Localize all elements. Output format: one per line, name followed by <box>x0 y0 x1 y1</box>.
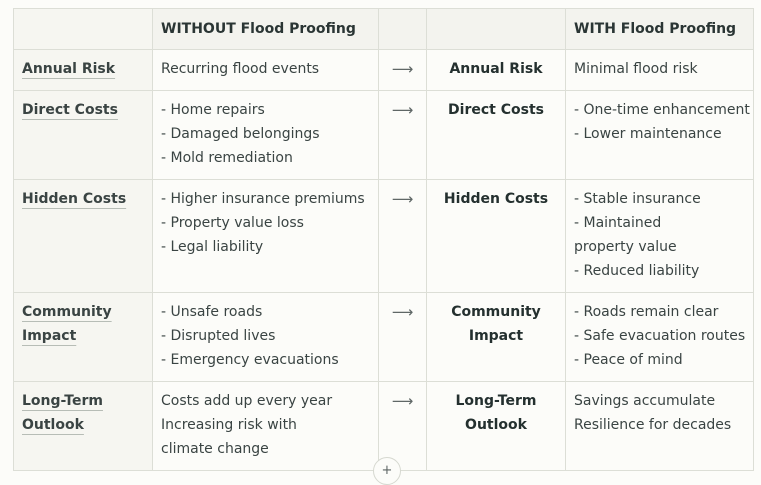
with-item: - One-time enhancement <box>574 102 750 118</box>
row-label-cell <box>14 91 153 180</box>
with-item: - Stable insurance <box>574 191 701 207</box>
without-item: - Property value loss <box>161 215 304 231</box>
without-item: - Legal liability <box>161 239 264 255</box>
mid-label-cell <box>427 293 566 382</box>
without-item: - Higher insurance premiums <box>161 191 365 207</box>
without-cell <box>153 91 379 180</box>
row-label-link[interactable]: Impact <box>22 328 77 344</box>
arrow-right-icon: ⟶ <box>391 303 414 321</box>
header-empty-cell <box>14 9 153 50</box>
arrow-cell <box>379 50 427 91</box>
table-body <box>14 50 754 471</box>
mid-label: Annual Risk <box>449 61 543 77</box>
row-label-link[interactable]: Outlook <box>22 417 84 433</box>
mid-label: Impact <box>468 328 524 344</box>
arrow-cell <box>379 180 427 293</box>
without-cell <box>153 180 379 293</box>
arrow-cell <box>379 91 427 180</box>
with-cell <box>566 50 754 91</box>
mid-label: Outlook <box>465 417 527 433</box>
row-label-link[interactable]: Direct Costs <box>22 102 118 118</box>
without-item: Costs add up every year <box>161 393 333 409</box>
with-item: Resilience for decades <box>574 417 732 433</box>
arrow-right-icon: ⟶ <box>391 190 414 208</box>
header-mid-cell <box>427 9 566 50</box>
arrow-right-icon: ⟶ <box>391 60 414 78</box>
row-label-cell <box>14 293 153 382</box>
without-cell <box>153 50 379 91</box>
without-item: Increasing risk with <box>161 417 297 433</box>
without-item: - Mold remediation <box>161 150 293 166</box>
row-label-link[interactable]: Community <box>22 304 112 320</box>
arrow-cell <box>379 293 427 382</box>
without-item: - Emergency evacuations <box>161 352 339 368</box>
table-row <box>14 180 754 293</box>
arrow-right-icon: ⟶ <box>391 101 414 119</box>
mid-label: Direct Costs <box>448 102 544 118</box>
table-row <box>14 50 754 91</box>
without-item: - Damaged belongings <box>161 126 320 142</box>
header-with: WITH Flood Proofing <box>566 9 754 50</box>
without-cell <box>153 293 379 382</box>
table-row <box>14 91 754 180</box>
header-arrow-cell <box>379 9 427 50</box>
without-item: Recurring flood events <box>161 61 320 77</box>
with-item: - Peace of mind <box>574 352 683 368</box>
without-cell <box>153 382 379 471</box>
with-item: - Reduced liability <box>574 263 700 279</box>
with-item: Savings accumulate <box>574 393 716 409</box>
with-cell <box>566 180 754 293</box>
row-label-cell <box>14 180 153 293</box>
mid-label-cell <box>427 382 566 471</box>
mid-label: Long-Term <box>455 393 537 409</box>
header-row <box>14 9 754 50</box>
with-cell <box>566 91 754 180</box>
row-label-link[interactable]: Hidden Costs <box>22 191 127 207</box>
mid-label-cell <box>427 91 566 180</box>
without-item: - Home repairs <box>161 102 265 118</box>
with-item: Minimal flood risk <box>574 61 698 77</box>
table-row <box>14 293 754 382</box>
header-without: WITHOUT Flood Proofing <box>153 9 379 50</box>
comparison-table <box>13 8 754 471</box>
mid-label: Community <box>451 304 541 320</box>
with-cell <box>566 382 754 471</box>
add-row-handle-icon[interactable]: + <box>373 457 401 485</box>
with-item: - Lower maintenance <box>574 126 722 142</box>
mid-label-cell <box>427 180 566 293</box>
with-item: property value <box>574 239 677 255</box>
row-label-cell <box>14 50 153 91</box>
with-item: - Roads remain clear <box>574 304 719 320</box>
with-cell <box>566 293 754 382</box>
with-item: - Safe evacuation routes <box>574 328 746 344</box>
without-item: climate change <box>161 441 269 457</box>
without-item: - Disrupted lives <box>161 328 276 344</box>
row-label-link[interactable]: Long-Term <box>22 393 103 409</box>
without-item: - Unsafe roads <box>161 304 263 320</box>
mid-label: Hidden Costs <box>443 191 549 207</box>
row-label-link[interactable]: Annual Risk <box>22 61 116 77</box>
row-label-cell <box>14 382 153 471</box>
mid-label-cell <box>427 50 566 91</box>
with-item: - Maintained <box>574 215 662 231</box>
arrow-right-icon: ⟶ <box>391 392 414 410</box>
